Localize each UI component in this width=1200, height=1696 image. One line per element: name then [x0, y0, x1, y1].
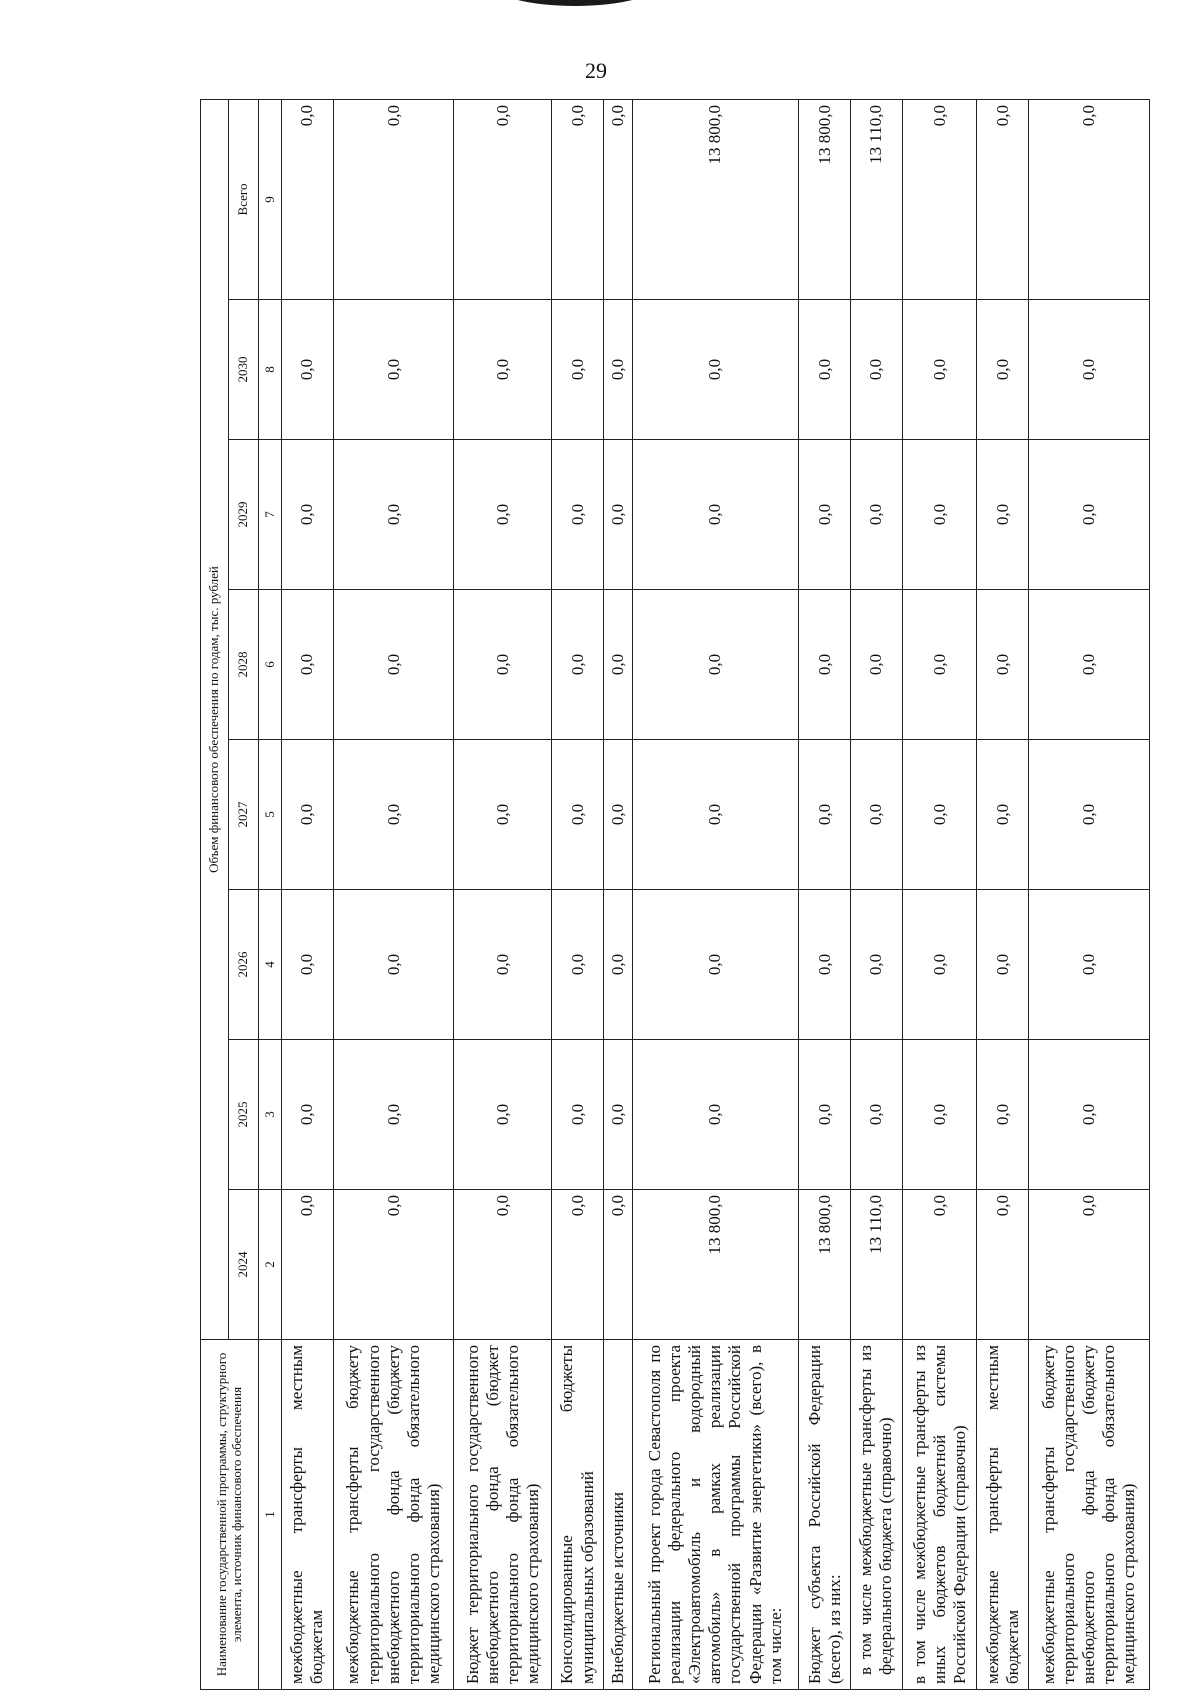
row-year-value: 0,0 [632, 440, 799, 590]
table-row [977, 99, 1029, 1689]
row-year-value: 0,0 [333, 740, 454, 890]
row-year-value: 13 800,0 [799, 1190, 851, 1340]
table-body [282, 99, 1150, 1689]
row-year-value: 0,0 [632, 890, 799, 1040]
row-year-value: 0,0 [333, 1190, 454, 1340]
column-number: 6 [259, 590, 282, 740]
row-year-value: 0,0 [902, 890, 977, 1040]
column-number: 4 [259, 890, 282, 1040]
row-year-value: 0,0 [603, 1190, 632, 1340]
header-year: 2028 [229, 590, 259, 740]
table-row [1029, 99, 1150, 1689]
column-number: 9 [259, 99, 282, 299]
header-name-column: Наименование государственной программы, структурного элемента, источник финансового обеспечения [201, 1340, 259, 1690]
header-year: 2029 [229, 440, 259, 590]
row-year-value: 0,0 [333, 300, 454, 440]
row-year-value: 0,0 [282, 590, 334, 740]
row-total-value: 0,0 [333, 99, 454, 299]
row-year-value: 0,0 [977, 440, 1029, 590]
header-total: Всего [229, 99, 259, 299]
column-number: 8 [259, 300, 282, 440]
row-year-value: 0,0 [1029, 440, 1150, 590]
row-year-value: 0,0 [902, 590, 977, 740]
rotated-table-area [200, 100, 1150, 1690]
row-year-value: 0,0 [282, 1040, 334, 1190]
row-year-value: 0,0 [902, 1190, 977, 1340]
row-year-value: 0,0 [603, 1040, 632, 1190]
row-year-value: 0,0 [632, 740, 799, 890]
row-year-value: 0,0 [603, 740, 632, 890]
row-year-value: 0,0 [977, 890, 1029, 1040]
row-year-value: 0,0 [902, 440, 977, 590]
row-year-value: 0,0 [282, 740, 334, 890]
row-year-value: 0,0 [552, 1190, 604, 1340]
row-label: Консолидированные бюджеты муниципальных образований [552, 1340, 604, 1690]
row-year-value: 0,0 [282, 1190, 334, 1340]
row-label: Бюджет территориального государственного внебюджетного фонда (бюджет территориального фонда обязательного медицинского страхования) [454, 1340, 552, 1690]
table-row [333, 99, 454, 1689]
row-year-value: 0,0 [603, 300, 632, 440]
table-row [799, 99, 851, 1689]
row-total-value: 0,0 [552, 99, 604, 299]
row-year-value: 0,0 [1029, 1040, 1150, 1190]
row-year-value: 0,0 [851, 740, 903, 890]
row-total-value: 0,0 [454, 99, 552, 299]
row-year-value: 0,0 [454, 890, 552, 1040]
row-year-value: 13 800,0 [632, 1190, 799, 1340]
row-total-value: 0,0 [902, 99, 977, 299]
row-total-value: 0,0 [282, 99, 334, 299]
row-year-value: 0,0 [902, 300, 977, 440]
column-number: 5 [259, 740, 282, 890]
header-year: 2030 [229, 300, 259, 440]
row-year-value: 0,0 [632, 1040, 799, 1190]
row-year-value: 0,0 [799, 890, 851, 1040]
header-year: 2026 [229, 890, 259, 1040]
table-row [632, 99, 799, 1689]
financing-table [200, 99, 1150, 1690]
header-year: 2027 [229, 740, 259, 890]
table-row [851, 99, 903, 1689]
header-year: 2024 [229, 1190, 259, 1340]
row-label: межбюджетные трансферты местным бюджетам [282, 1340, 334, 1690]
table-row [282, 99, 334, 1689]
row-year-value: 0,0 [851, 590, 903, 740]
row-year-value: 0,0 [1029, 740, 1150, 890]
row-total-value: 0,0 [977, 99, 1029, 299]
column-number: 2 [259, 1190, 282, 1340]
row-year-value: 0,0 [851, 300, 903, 440]
row-year-value: 0,0 [632, 300, 799, 440]
header-year: 2025 [229, 1040, 259, 1190]
row-total-value: 13 800,0 [799, 99, 851, 299]
row-year-value: 0,0 [1029, 890, 1150, 1040]
row-year-value: 0,0 [799, 440, 851, 590]
row-label: межбюджетные трансферты бюджету территориального государственного внебюджетного фонда (бюджету территориального фонда обязательного медицинского страхования) [333, 1340, 454, 1690]
table-row [454, 99, 552, 1689]
row-label: в том числе межбюджетные трансферты из федерального бюджета (справочно) [851, 1340, 903, 1690]
row-year-value: 0,0 [851, 440, 903, 590]
row-label: межбюджетные трансферты местным бюджетам [977, 1340, 1029, 1690]
row-year-value: 0,0 [851, 890, 903, 1040]
row-label: Бюджет субъекта Российской Федерации (всего), из них: [799, 1340, 851, 1690]
row-year-value: 0,0 [552, 1040, 604, 1190]
row-year-value: 0,0 [603, 590, 632, 740]
rotated-table-frame [200, 100, 1150, 1690]
row-year-value: 0,0 [799, 740, 851, 890]
column-number: 1 [259, 1340, 282, 1690]
row-year-value: 0,0 [1029, 590, 1150, 740]
row-year-value: 0,0 [799, 590, 851, 740]
row-year-value: 0,0 [902, 740, 977, 890]
page-number: 29 [585, 58, 607, 83]
row-year-value: 0,0 [454, 1190, 552, 1340]
row-year-value: 0,0 [1029, 1190, 1150, 1340]
row-year-value: 0,0 [977, 1040, 1029, 1190]
row-year-value: 0,0 [333, 440, 454, 590]
row-label: Региональный проект города Севастополя по реализации федерального проекта «Электроавтомобиль и водородный автомобиль» в рамках реализации государственной программы Российской Федерации «Развитие энергетики» (всего), в том числе: [632, 1340, 799, 1690]
row-year-value: 0,0 [603, 890, 632, 1040]
row-label: Внебюджетные источники [603, 1340, 632, 1690]
row-year-value: 0,0 [333, 590, 454, 740]
row-label: в том числе межбюджетные трансферты из иных бюджетов бюджетной системы Российской Федерации (справочно) [902, 1340, 977, 1690]
row-year-value: 0,0 [552, 590, 604, 740]
row-year-value: 0,0 [552, 300, 604, 440]
row-year-value: 0,0 [799, 1040, 851, 1190]
row-year-value: 0,0 [454, 440, 552, 590]
table-row [902, 99, 977, 1689]
row-year-value: 0,0 [552, 440, 604, 590]
row-total-value: 0,0 [603, 99, 632, 299]
table-row [603, 99, 632, 1689]
row-year-value: 0,0 [851, 1040, 903, 1190]
row-year-value: 0,0 [282, 440, 334, 590]
row-year-value: 0,0 [454, 300, 552, 440]
row-total-value: 13 800,0 [632, 99, 799, 299]
row-year-value: 0,0 [977, 740, 1029, 890]
row-year-value: 0,0 [552, 740, 604, 890]
row-year-value: 0,0 [454, 590, 552, 740]
table-row [552, 99, 604, 1689]
row-year-value: 0,0 [902, 1040, 977, 1190]
header-volume: Объем финансового обеспечения по годам, тыс. рублей [201, 99, 229, 1339]
row-year-value: 0,0 [454, 740, 552, 890]
column-number: 3 [259, 1040, 282, 1190]
binder-hole-mark [490, 0, 660, 6]
row-year-value: 0,0 [1029, 300, 1150, 440]
row-label: межбюджетные трансферты бюджету территориального государственного внебюджетного фонда (бюджету территориального фонда обязательного медицинского страхования) [1029, 1340, 1150, 1690]
row-year-value: 0,0 [333, 890, 454, 1040]
row-year-value: 0,0 [799, 300, 851, 440]
row-year-value: 0,0 [454, 1040, 552, 1190]
row-year-value: 0,0 [632, 590, 799, 740]
row-year-value: 0,0 [333, 1040, 454, 1190]
row-year-value: 0,0 [603, 440, 632, 590]
row-year-value: 0,0 [282, 890, 334, 1040]
row-total-value: 0,0 [1029, 99, 1150, 299]
row-year-value: 0,0 [282, 300, 334, 440]
row-year-value: 0,0 [552, 890, 604, 1040]
row-total-value: 13 110,0 [851, 99, 903, 299]
row-year-value: 0,0 [977, 590, 1029, 740]
row-year-value: 0,0 [977, 1190, 1029, 1340]
column-number: 7 [259, 440, 282, 590]
row-year-value: 0,0 [977, 300, 1029, 440]
row-year-value: 13 110,0 [851, 1190, 903, 1340]
